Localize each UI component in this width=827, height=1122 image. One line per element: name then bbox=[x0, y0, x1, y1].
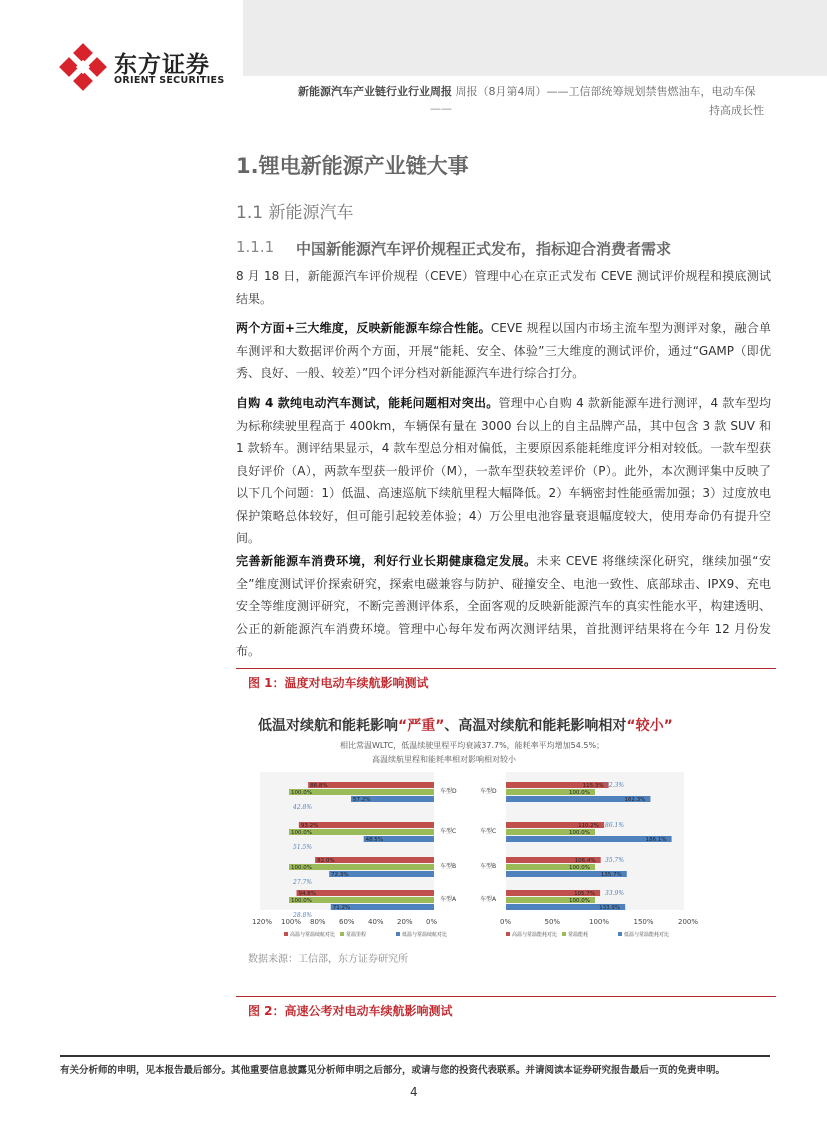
legend-left-3: 低温与常温续航对比 bbox=[402, 932, 448, 938]
bar-label-left-3-车型C: 48.5% bbox=[365, 837, 384, 843]
bar-label-right-1-车型B: 106.4% bbox=[574, 858, 596, 864]
x-tick-right-150%: 150% bbox=[633, 918, 654, 926]
legend-left-1: 高温与常温续航对比 bbox=[290, 932, 336, 938]
paragraph-4-lead: 完善新能源车消费环境，利好行业长期健康稳定发展。 bbox=[236, 554, 537, 568]
figure-2-top-rule bbox=[236, 996, 776, 997]
chart-title-em1: “严重” bbox=[398, 718, 445, 734]
x-tick-left-120%: 120% bbox=[252, 918, 273, 926]
legend-swatch-left-1 bbox=[284, 932, 288, 936]
bar-left-1-车型C bbox=[299, 822, 434, 828]
figure-1-source: 数据来源：工信部，东方证券研究所 bbox=[248, 954, 408, 965]
arrow-label-left-车型B: 27.7% bbox=[293, 879, 313, 886]
footer-disclaimer: 有关分析师的申明，见本报告最后部分。其他重要信息披露见分析师申明之后部分，或请与您的投资代表联系。并请阅读本证券研究报告最后一页的免责申明。 bbox=[60, 1065, 726, 1076]
paragraph-2 bbox=[236, 317, 771, 385]
legend-right-2: 常温能耗 bbox=[568, 932, 589, 938]
chart-title-em2: “较小” bbox=[626, 718, 673, 734]
orient-logo-icon bbox=[60, 44, 106, 90]
bar-label-right-2-车型C: 100.0% bbox=[569, 830, 590, 836]
section-heading-3: 中国新能源汽车评价规程正式发布，指标迎合消费者需求 bbox=[296, 240, 672, 258]
bar-label-right-2-车型B: 100.0% bbox=[569, 865, 590, 871]
legend-swatch-left-2 bbox=[340, 932, 344, 936]
x-tick-left-100%: 100% bbox=[281, 918, 302, 926]
header-title-line bbox=[298, 83, 756, 99]
category-label-right-车型A: 车型A bbox=[480, 896, 497, 903]
report-subtitle: 周报（8月第4周）——工信部统筹规划禁售燃油车，电动车保 bbox=[455, 85, 756, 98]
bar-label-right-1-车型D: 115.3% bbox=[582, 783, 604, 789]
x-tick-left-80%: 80% bbox=[310, 918, 326, 926]
x-tick-right-0%: 0% bbox=[500, 918, 512, 926]
chart-subtitle-1: 相比常温WLTC，低温续驶里程平均衰减37.7%，能耗率平均增加54.5%； bbox=[340, 741, 605, 750]
arrow-label-right-车型B: 35.7% bbox=[605, 857, 625, 864]
bar-label-right-2-车型A: 100.0% bbox=[569, 898, 590, 904]
paragraph-3 bbox=[236, 392, 771, 550]
bar-label-left-2-车型D: 100.0% bbox=[291, 790, 312, 796]
bar-label-right-1-车型A: 105.7% bbox=[574, 891, 596, 897]
bar-label-left-2-车型C: 100.0% bbox=[291, 830, 312, 836]
bar-label-right-1-车型C: 110.2% bbox=[578, 823, 600, 829]
page-number: 4 bbox=[410, 1085, 418, 1099]
bar-label-left-1-车型B: 82.0% bbox=[317, 858, 335, 864]
bar-label-left-1-车型C: 93.2% bbox=[300, 823, 319, 829]
bar-label-right-3-车型A: 133.9% bbox=[599, 905, 621, 911]
arrow-label-right-车型A: 33.9% bbox=[605, 890, 625, 897]
chart-title bbox=[258, 717, 673, 734]
legend-right-3: 低温与常温能耗对比 bbox=[624, 932, 670, 938]
chart-title-part1: 低温对续航和能耗影响 bbox=[258, 718, 398, 734]
category-label-right-车型D: 车型D bbox=[480, 788, 497, 795]
legend-swatch-left-3 bbox=[396, 932, 400, 936]
section-heading-3-number: 1.1.1 bbox=[236, 238, 275, 256]
paragraph-2-lead: 两个方面+三大维度，反映新能源车综合性能。 bbox=[236, 321, 491, 335]
bar-label-right-2-车型D: 100.0% bbox=[569, 790, 590, 796]
bar-label-left-3-车型B: 72.3% bbox=[331, 872, 349, 878]
chart-title-part2: 、高温对续航和能耗影响相对 bbox=[444, 718, 627, 734]
x-tick-left-60%: 60% bbox=[339, 918, 355, 926]
category-label-left-车型C: 车型C bbox=[440, 828, 457, 835]
paragraph-3-body: 管理中心自购 4 款新能源车进行测评，4 款车型均为标称续驶里程高于 400km，车辆保有量在 3000 台以上的自主品牌产品，其中包含 3 款 SUV 和 1 款轿车。测评结果显示，4 款车型总分相对偏低，主要原因系能耗维度评分相对较低。一款车型获良好评价（A），两款车型获一般评价（M），一款车型获较差评价（P）。此外，本次测评集中反映了以下几个问题：1）低温、高速巡航下续航里程大幅降低。2）车辆密封性能亟需加强；3）过度放电保护策略总体较好，但可能引起较差体验；4）万公里电池容量衰退幅度较大，使用寿命仍有提升空间。 bbox=[236, 396, 771, 545]
paragraph-2-body: CEVE 规程以国内市场主流车型为测评对象，融合单车测评和大数据评价两个方面，开展“能耗、安全、体验”三大维度的测试评价，通过“GAMP（即优秀、良好、一般、较差）”四个评分档对新能源汽车进行综合打分。 bbox=[236, 321, 771, 380]
section-heading-1: 1.锂电新能源产业链大事 bbox=[236, 154, 469, 178]
paragraph-3-lead: 自购 4 款纯电动汽车测试，能耗问题相对突出。 bbox=[236, 396, 499, 410]
arrow-label-left-车型D: 42.8% bbox=[293, 804, 313, 811]
category-label-left-车型A: 车型A bbox=[440, 896, 457, 903]
header-bar bbox=[243, 0, 827, 76]
figure-2-title: 图 2：高速公考对电动车续航影响测试 bbox=[248, 1004, 453, 1018]
bar-label-left-3-车型D: 57.2% bbox=[353, 797, 371, 803]
x-tick-left-40%: 40% bbox=[368, 918, 384, 926]
bar-label-left-1-车型A: 94.8% bbox=[298, 891, 317, 897]
bar-label-right-3-车型C: 186.1% bbox=[645, 837, 667, 843]
bar-label-left-2-车型A: 100.0% bbox=[291, 898, 312, 904]
arrow-label-right-车型C: 86.1% bbox=[605, 822, 625, 829]
paragraph-4-body: 未来 CEVE 将继续深化研究，继续加强“安全”维度测试评价探索研究，探索电磁兼容与防护、碰撞安全、电池一致性、底部球击、IPX9、充电安全等维度测评研究，不断完善测评体系，全面客观的反映新能源汽车的真实性能水平，构建透明、公正的新能源汽车消费环境。管理中心每年发布两次测评结果，首批测评结果将在今年 12 月份发布。 bbox=[236, 554, 771, 658]
figure-1-chart bbox=[244, 712, 699, 944]
paragraph-1: 8 月 18 日，新能源汽车评价规程（CEVE）管理中心在京正式发布 CEVE 测试评价规程和摸底测试结果。 bbox=[236, 269, 771, 306]
bar-label-left-2-车型B: 100.0% bbox=[291, 865, 312, 871]
chart-subtitle-2: 高温续航里程和能耗率相对影响相对较小 bbox=[372, 755, 516, 764]
figure-1-title: 图 1：温度对电动车续航影响测试 bbox=[248, 676, 429, 690]
figure-1-top-rule bbox=[236, 668, 776, 669]
category-label-right-车型C: 车型C bbox=[480, 828, 497, 835]
bar-label-right-3-车型B: 135.7% bbox=[600, 872, 622, 878]
report-subtitle-end: 持高成长性 bbox=[709, 104, 764, 117]
legend-swatch-right-3 bbox=[618, 932, 622, 936]
legend-right-1: 高温与常温能耗对比 bbox=[512, 932, 558, 938]
logo-text-cn: 东方证券 bbox=[114, 52, 210, 78]
bar-label-right-3-车型D: 162.3% bbox=[624, 797, 646, 803]
report-subtitle-dash: —— bbox=[430, 102, 452, 115]
legend-left-2: 常温里程 bbox=[346, 932, 367, 938]
x-tick-right-50%: 50% bbox=[544, 918, 561, 926]
footer-rule bbox=[60, 1055, 770, 1057]
category-label-left-车型D: 车型D bbox=[440, 788, 457, 795]
x-tick-right-200%: 200% bbox=[678, 918, 699, 926]
bar-label-left-1-车型D: 86.8% bbox=[310, 783, 328, 789]
logo-text-en: ORIENT SECURITIES bbox=[114, 75, 225, 86]
report-title: 新能源汽车产业链行业行业周报 bbox=[298, 85, 452, 98]
category-label-right-车型B: 车型B bbox=[480, 863, 497, 870]
x-tick-right-100%: 100% bbox=[589, 918, 610, 926]
bar-left-1-车型A bbox=[297, 890, 434, 896]
paragraph-4 bbox=[236, 550, 771, 663]
bar-label-left-3-车型A: 71.2% bbox=[332, 905, 351, 911]
arrow-label-left-车型C: 51.5% bbox=[293, 844, 313, 851]
arrow-label-left-车型A: 28.8% bbox=[293, 912, 313, 919]
x-tick-left-0%: 0% bbox=[426, 918, 438, 926]
x-tick-left-20%: 20% bbox=[397, 918, 413, 926]
category-label-left-车型B: 车型B bbox=[440, 863, 457, 870]
legend-swatch-right-2 bbox=[562, 932, 566, 936]
section-heading-2: 1.1 新能源汽车 bbox=[236, 203, 354, 223]
arrow-label-right-车型D: 62.3% bbox=[605, 782, 625, 789]
legend-swatch-right-1 bbox=[506, 932, 510, 936]
